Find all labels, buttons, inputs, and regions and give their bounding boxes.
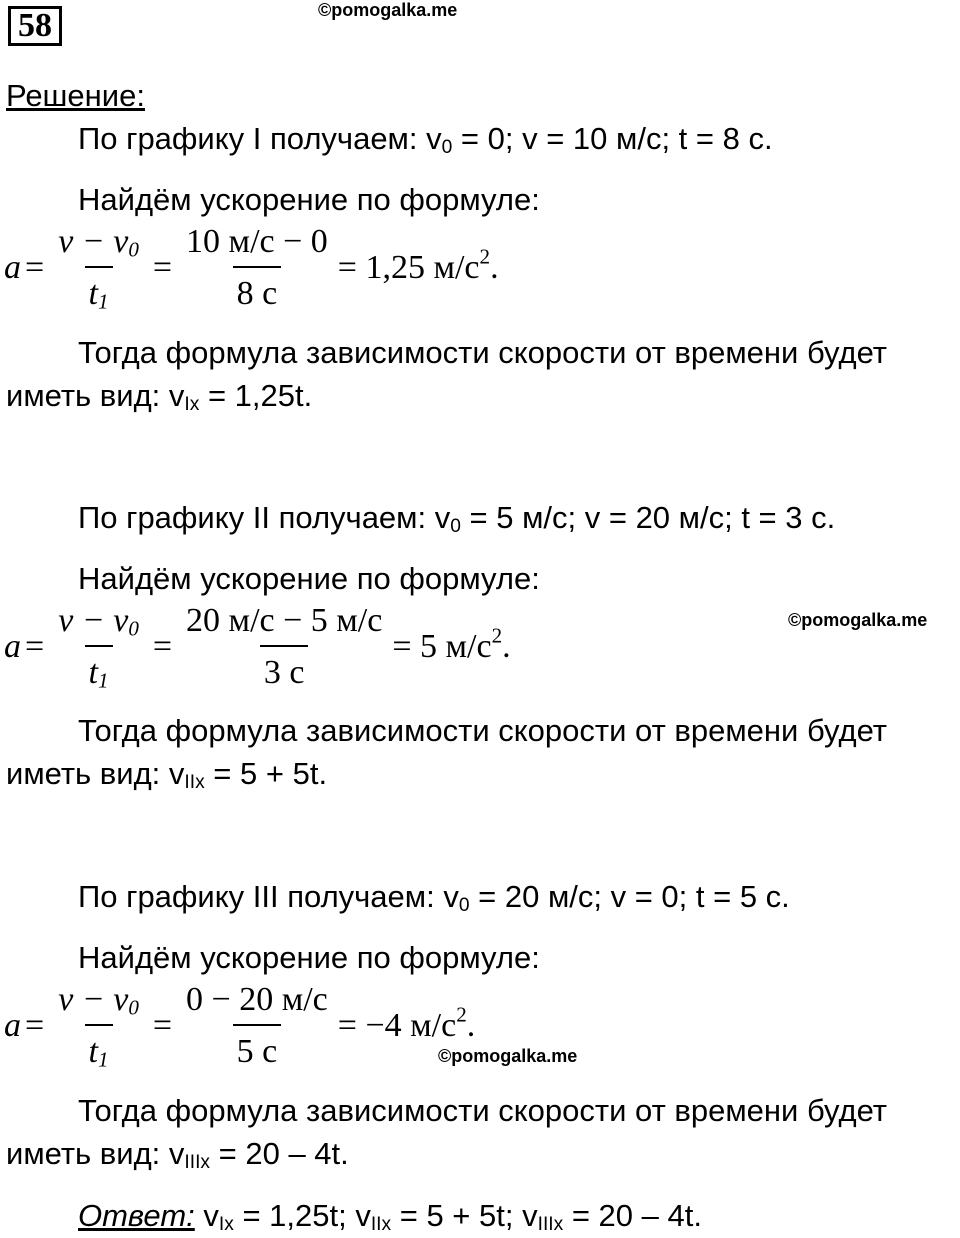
answer-text: $v_{Ix} = 1,25t$; $v_{IIx} = 5 + 5t$; $v_{IIIx} = 20 - 4t$. [203,1198,702,1236]
graph3-result: иметь вид: $v_{IIIx} = 20 - 4t$. [6,1136,349,1174]
formula-lhs: a [4,628,21,665]
fraction-denominator: 8 с [233,266,282,314]
formula-fraction-2 [182,980,332,1072]
graph3-given: По графику III получаем: $v_0 = 20$ м/с; v = 0; t = 5 с. [78,879,790,917]
formula-eq: = [25,249,45,286]
formula-eq: = [152,628,173,665]
graph2-formula [4,597,511,697]
graph1-formula [4,218,499,318]
fraction-numerator: $v - v_0$ [58,223,139,262]
graph3-formula [4,976,475,1076]
fraction-denominator: $t_1$ [85,266,113,314]
formula-eq: = [25,628,45,665]
formula-result: = 5 $м/с^2$. [392,623,511,665]
graph2-find-accel: Найдём ускорение по формуле: [78,561,540,596]
solution-heading: Решение: [6,78,145,113]
watermark-bottom: ©pomogalka.me [438,1046,578,1066]
formula-fraction-2 [182,601,386,693]
fraction-numerator: 0 − 20 м/с [186,981,328,1018]
graph1-dependency: Тогда формула зависимости скорости от времени будет [78,335,887,370]
graph1-find-accel: Найдём ускорение по формуле: [78,182,540,217]
graph3-find-accel: Найдём ускорение по формуле: [78,940,540,975]
formula-fraction-1 [54,601,143,693]
graph1-given: По графику I получаем: $v_0 = 0$; v = 10 м/с; t = 8 с. [78,121,773,159]
formula-eq: = [25,1007,45,1044]
fraction-denominator: 3 с [260,645,309,693]
formula-result: = −4 $м/с^2$. [337,1002,476,1044]
formula-fraction-1 [54,980,143,1072]
graph2-dependency: Тогда формула зависимости скорости от времени будет [78,713,887,748]
fraction-numerator: 20 м/с − 5 м/с [186,602,383,639]
graph2-given: По графику II получаем: $v_0 = 5$ м/с; v = 20 м/с; t = 3 с. [78,500,836,538]
fraction-numerator: 10 м/с − 0 [186,223,328,260]
fraction-numerator: $v - v_0$ [58,602,139,641]
formula-fraction-2 [182,222,332,314]
fraction-denominator: $t_1$ [85,645,113,693]
graph3-dependency: Тогда формула зависимости скорости от времени будет [78,1093,887,1128]
fraction-denominator: 5 с [233,1024,282,1072]
problem-number: 58 [8,6,62,46]
fraction-denominator: $t_1$ [85,1024,113,1072]
fraction-numerator: $v - v_0$ [58,981,139,1020]
watermark-top: ©pomogalka.me [318,0,458,20]
formula-lhs: a [4,1007,21,1044]
formula-lhs: a [4,249,21,286]
formula-fraction-1 [54,222,143,314]
answer-label: Ответ: [78,1198,195,1233]
graph1-result: иметь вид: $v_{Ix} = 1,25t$. [6,378,313,416]
formula-eq: = [152,1007,173,1044]
formula-result: = 1,25 $м/с^2$. [337,244,499,286]
formula-eq: = [152,249,173,286]
answer-line [78,1198,702,1234]
graph2-result: иметь вид: $v_{IIx} = 5 + 5t$. [6,756,328,794]
watermark-middle: ©pomogalka.me [788,610,928,630]
